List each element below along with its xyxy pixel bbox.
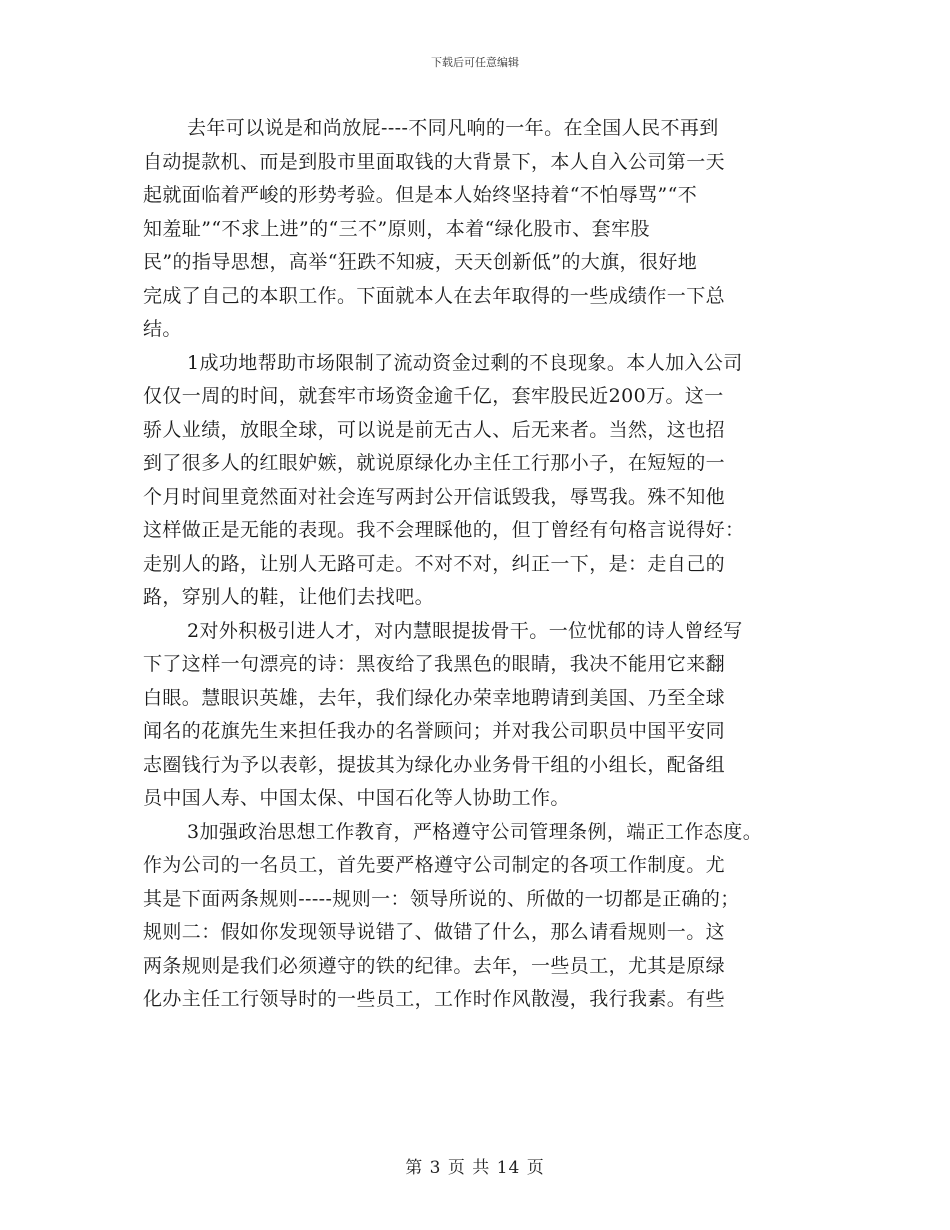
- text-line: 起就面临着严峻的形势考验。但是本人始终坚持着“不怕辱骂”“不: [143, 184, 698, 206]
- paragraph-item-2: [143, 615, 823, 816]
- paragraph-intro: [143, 112, 823, 347]
- text-line: 骄人业绩，放眼全球，可以说是前无古人、后无来者。当然，这也招: [143, 418, 726, 441]
- text-line: 民”的指导思想，高举“狂跌不知疲，天天创新低”的大旗，很好地: [143, 251, 698, 273]
- text-line: 完成了自己的本职工作。下面就本人在去年取得的一些成绩作一下总: [143, 284, 726, 307]
- text-line: 1成功地帮助市场限制了流动资金过剩的不良现象。本人加入公司: [187, 351, 743, 374]
- text-line: 3加强政治思想工作教育，严格遵守公司管理条例，端正工作态度。: [187, 820, 763, 843]
- document-body: [143, 112, 823, 1017]
- text-line: 个月时间里竟然面对社会连写两封公开信诋毁我，辱骂我。殊不知他: [143, 485, 726, 508]
- text-line: 作为公司的一名员工，首先要严格遵守公司制定的各项工作制度。尤: [143, 854, 726, 876]
- text-line: 到了很多人的红眼妒嫉，就说原绿化办主任工行那小子，在短短的一: [143, 452, 726, 474]
- text-line: 这样做正是无能的表现。我不会理睬他的，但丁曾经有句格言说得好：: [143, 519, 745, 541]
- text-line: 员中国人寿、中国太保、中国石化等人协助工作。: [143, 787, 570, 809]
- text-line: 仅仅一周的时间，就套牢市场资金逾千亿，套牢股民近200万。这一: [143, 385, 724, 407]
- text-line: 闻名的花旗先生来担任我办的名誉顾问；并对我公司职员中国平安同: [143, 720, 726, 742]
- text-line: 规则二：假如你发现领导说错了、做错了什么，那么请看规则一。这: [143, 921, 726, 943]
- text-line: 白眼。慧眼识英雄，去年，我们绿化办荣幸地聘请到美国、乃至全球: [143, 686, 726, 709]
- text-line: 志圈钱行为予以表彰，提拔其为绿化办业务骨干组的小组长，配备组: [143, 753, 726, 776]
- text-line: 两条规则是我们必须遵守的铁的纪律。去年，一些员工，尤其是原绿: [143, 954, 726, 977]
- text-line: 去年可以说是和尚放屁----不同凡响的一年。在全国人民不再到: [187, 117, 719, 139]
- paragraph-item-1: [143, 347, 823, 615]
- text-line: 下了这样一句漂亮的诗：黑夜给了我黑色的眼睛，我决不能用它来翻: [143, 653, 726, 675]
- text-line: 自动提款机、而是到股市里面取钱的大背景下，本人自入公司第一天: [143, 150, 726, 173]
- text-line: 结。: [143, 318, 182, 340]
- text-line: 2对外积极引进人才，对内慧眼提拔骨干。一位忧郁的诗人曾经写: [187, 619, 743, 642]
- paragraph-item-3: [143, 816, 823, 1017]
- text-line: 其是下面两条规则-----规则一：领导所说的、所做的一切都是正确的；: [143, 887, 740, 910]
- text-line: 路，穿别人的鞋，让他们去找吧。: [143, 586, 435, 608]
- text-line: 知羞耻”“不求上进”的“三不”原则，本着“绿化股市、套牢股: [143, 217, 650, 240]
- text-line: 走别人的路，让别人无路可走。不对不对，纠正一下，是：走自己的: [143, 552, 726, 575]
- page-number-footer: 第 3 页 共 14 页: [405, 1158, 545, 1178]
- text-line: 化办主任工行领导时的一些员工，工作时作风散漫，我行我素。有些: [143, 988, 726, 1010]
- page-header-note: 下载后可任意编辑: [431, 56, 519, 69]
